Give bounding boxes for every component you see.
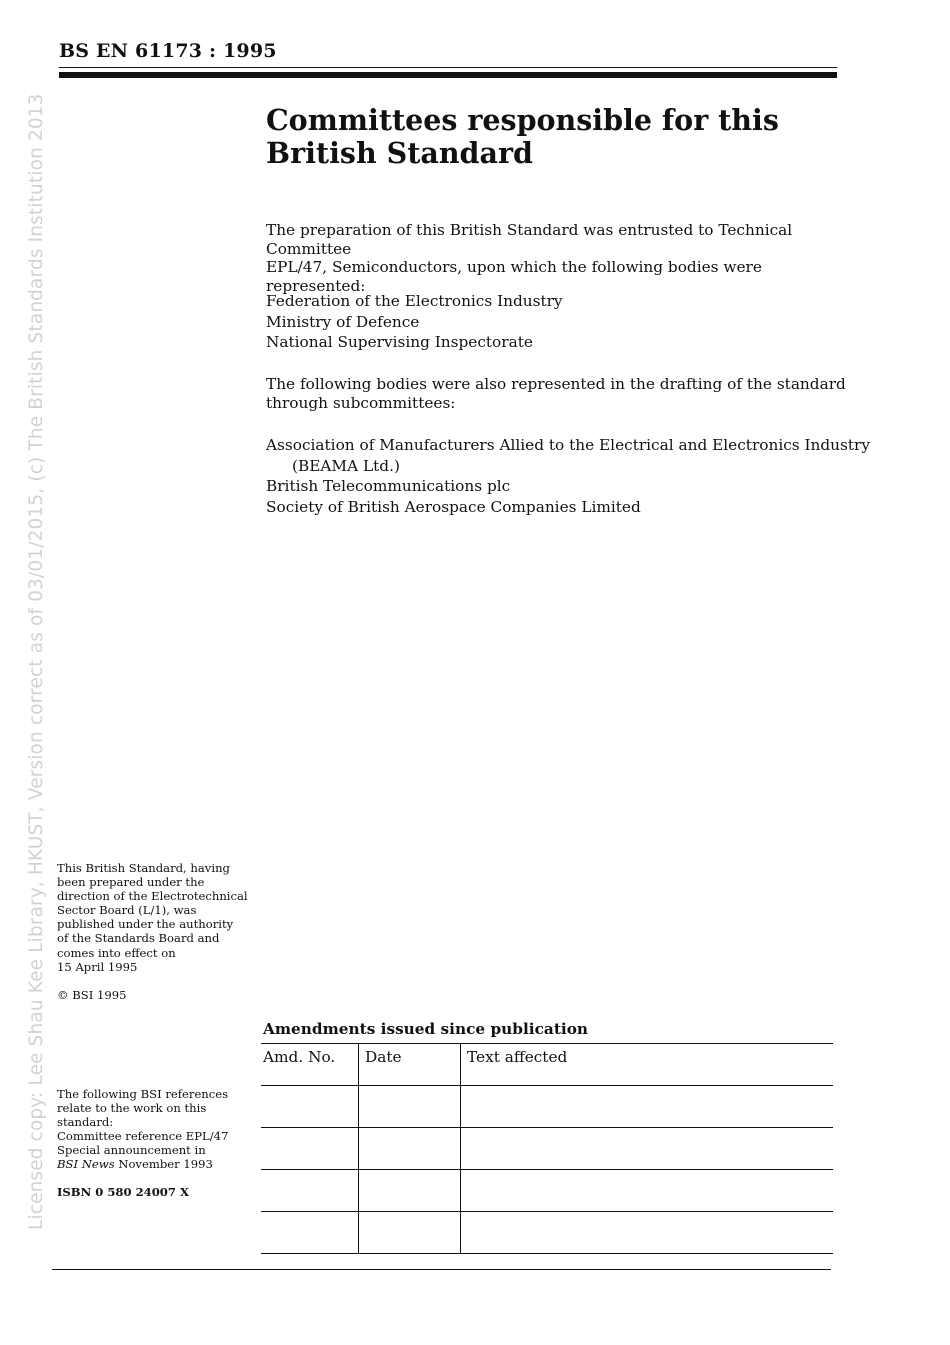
document-code: BS EN 61173 : 1995 — [59, 40, 277, 62]
amendments-table — [261, 1043, 833, 1254]
table-header-row — [261, 1044, 833, 1086]
table-row — [261, 1086, 833, 1128]
note-line: comes into effect on — [57, 945, 176, 960]
intro-paragraph — [266, 221, 846, 295]
note-line: been prepared under the — [57, 875, 205, 890]
note-line: Sector Board (L/1), was — [57, 903, 197, 918]
header-rule-thick — [59, 72, 837, 78]
amendments-heading: Amendments issued since publication — [263, 1020, 589, 1038]
table-cell — [461, 1212, 834, 1254]
intro-line-2: EPL/47, Semiconductors, upon which the following bodies were represented: — [266, 258, 762, 295]
list-item: British Telecommunications plc — [266, 477, 511, 496]
list-item: Association of Manufacturers Allied to the Electrical and Electronics Industry — [266, 436, 870, 454]
page-title-line-1: Committees responsible for this — [266, 103, 779, 137]
table-cell — [359, 1170, 461, 1212]
note-line: Committee reference EPL/47 — [57, 1129, 229, 1144]
bsi-news-title: BSI News — [57, 1157, 115, 1172]
table-cell — [359, 1128, 461, 1170]
column-header-amd-no: Amd. No. — [261, 1044, 359, 1086]
represented-bodies-list — [266, 291, 846, 353]
table-cell — [359, 1212, 461, 1254]
note-line: Special announcement in — [57, 1143, 206, 1158]
note-line: 15 April 1995 — [57, 959, 138, 974]
subcommittee-bodies-list — [266, 435, 870, 517]
header-rule-thin — [59, 67, 837, 68]
table-cell — [261, 1212, 359, 1254]
table-row — [261, 1128, 833, 1170]
copyright-notice: © BSI 1995 — [57, 988, 127, 1002]
bsi-references-note — [57, 1087, 257, 1172]
table-cell — [261, 1128, 359, 1170]
table-cell — [261, 1086, 359, 1128]
subcommittee-paragraph — [266, 375, 846, 412]
note-line: of the Standards Board and — [57, 931, 220, 946]
table-cell — [461, 1086, 834, 1128]
subcommittee-line-2: through subcommittees: — [266, 393, 456, 412]
table-cell — [359, 1086, 461, 1128]
note-line: standard: — [57, 1115, 114, 1130]
license-watermark: Licensed copy: Lee Shau Kee Library, HKUST, Version correct as of 03/01/2015, (c) The British Standards Institution 2013 — [26, 93, 47, 1230]
note-line: direction of the Electrotechnical — [57, 889, 248, 904]
note-line: relate to the work on this — [57, 1101, 207, 1116]
subcommittee-line-1: The following bodies were also represented in the drafting of the standard — [266, 375, 846, 393]
table-cell — [261, 1170, 359, 1212]
footer-rule — [52, 1269, 831, 1270]
intro-line-1: The preparation of this British Standard was entrusted to Technical Committee — [266, 221, 793, 258]
table-cell — [461, 1128, 834, 1170]
column-header-text-affected: Text affected — [461, 1044, 834, 1086]
list-item: Federation of the Electronics Industry — [266, 292, 563, 310]
list-item-continuation: (BEAMA Ltd.) — [292, 456, 400, 475]
table-row — [261, 1212, 833, 1254]
bsi-news-date: November 1993 — [114, 1157, 213, 1172]
table-row — [261, 1170, 833, 1212]
page-title — [266, 104, 826, 170]
note-line: The following BSI references — [57, 1087, 229, 1101]
isbn: ISBN 0 580 24007 X — [57, 1185, 189, 1199]
publication-note — [57, 861, 257, 974]
note-line: This British Standard, having — [57, 861, 230, 875]
list-item: National Supervising Inspectorate — [266, 333, 533, 352]
list-item: Society of British Aerospace Companies Limited — [266, 497, 641, 516]
list-item: Ministry of Defence — [266, 312, 420, 331]
table-cell — [461, 1170, 834, 1212]
page-title-line-2: British Standard — [266, 136, 533, 170]
note-line — [57, 1157, 257, 1171]
column-header-date: Date — [359, 1044, 461, 1086]
note-line: published under the authority — [57, 917, 234, 932]
